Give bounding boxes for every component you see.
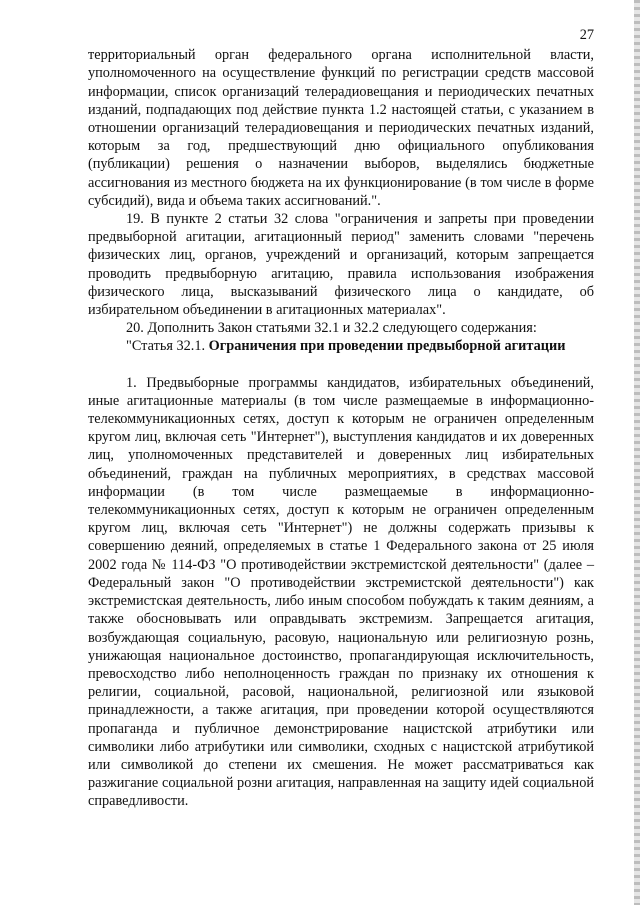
paragraph-item-20: 20. Дополнить Закон статьями 32.1 и 32.2 следующего содержания: (126, 320, 537, 337)
paragraph-continuation: территориальный орган федерального органа исполнительной власти, уполномоченного на осуществление функций по регистрации средств массовой информации, список организаций телерадиовещания и периодических печатных изданий, подпадающих под действие пункта 1.2 настоящей статьи, с указанием в отношении организаций телерадиовещания и периодических печатных изданий, которым за год, предшествующий дню официального опубликования (публикации) решения о назначении выборов, выделялись бюджетные ассигнования из местного бюджета на их функционирование (в том числе в форме субсидий), вида и объема таких ассигнований.". (88, 47, 594, 209)
article-heading-prefix: "Статья 32.1. (126, 338, 209, 355)
page-number: 27 (579, 27, 594, 43)
paragraph-point-1: 1. Предвыборные программы кандидатов, избирательных объединений, иные агитационные материалы (в том числе размещаемые в информационно-телекоммуникационных сетях, доступ к которым не ограничен определенным кругом лиц, включая сеть "Интернет"), выступления кандидатов и их доверенных лиц, уполномоченных представителей и доверенных лиц избирательных объединений, граждан на публичных мероприятиях, в средствах массовой информации (в том числе размещаемые в информационно-телекоммуникационных сетях, доступ к которым не ограничен определенным кругом лиц, включая сеть "Интернет") не должны содержать призывы к совершению деяний, определяемых в статье 1 Федерального закона от 25 июля 2002 года № 114-ФЗ "О противодействии экстремистской деятельности" (далее – Федеральный закон "О противодействии экстремистской деятельности") как экстремистская деятельность, либо иным способом побуждать к таким деяниям, а также обосновывать или оправдывать экстремизм. Запрещается агитация, возбуждающая социальную, расовую, национальную или религиозную рознь, унижающая национальное достоинство, пропагандирующая исключительность, превосходство либо неполноценность граждан по признаку их отношения к религии, социальной, расовой, национальной, религиозной или языковой принадлежности, а также агитация, при проведении которой осуществляются пропаганда и публичное демонстрирование нацистской атрибутики или символики либо атрибутики или символики, сходных с нацистской атрибутикой или символикой до степени их смешения. Не может рассматриваться как разжигание социальной розни агитация, направленная на защиту идей социальной справедливости. (88, 374, 594, 810)
paragraph-item-19: 19. В пункте 2 статьи 32 слова "ограничения и запреты при проведении предвыборной агитации, агитационный период" заменить словами "перечень физических лиц, органов, учреждений и организаций, которым запрещается проводить предвыборную агитацию, правила использования изображения физического лица, высказываний физического лица о кандидате, об избирательном объединении в агитационных материалах". (88, 211, 594, 319)
article-title: Ограничения при проведении предвыборной агитации (208, 338, 566, 355)
article-heading (88, 337, 594, 355)
scan-edge (634, 0, 640, 905)
document-page (88, 26, 594, 811)
spacer (88, 356, 594, 374)
